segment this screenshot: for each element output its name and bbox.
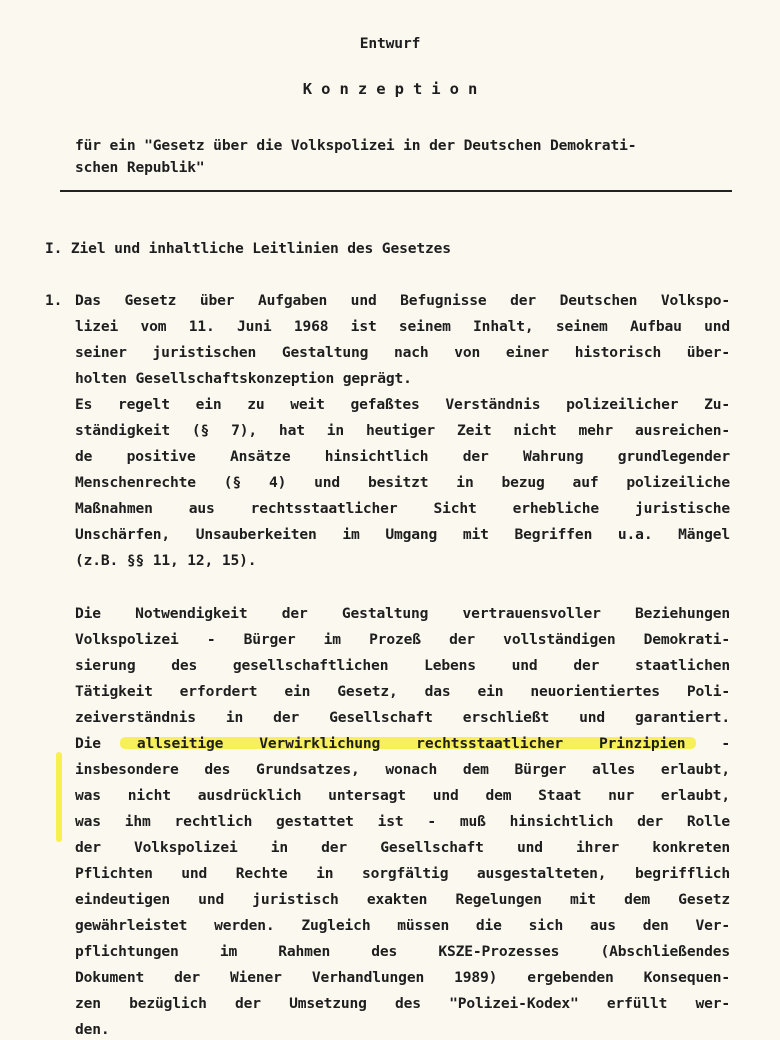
text-line: pflichtungen im Rahmen des KSZE-Prozesses (Abschließendes — [75, 943, 730, 960]
text-line: Es regelt ein zu weit gefaßtes Verständnis polizeilicher Zu- — [75, 396, 730, 413]
margin-highlight-mark — [56, 752, 62, 842]
text-line: Volkspolizei - Bürger im Prozeß der vollständigen Demokrati- — [75, 631, 730, 648]
text-line: den. — [75, 1021, 110, 1038]
text-line: zen bezüglich der Umsetzung des "Polizei-Kodex" erfüllt wer- — [75, 995, 730, 1012]
document-title: K o n z e p t i o n — [302, 80, 478, 98]
text-line: Dokument der Wiener Verhandlungen 1989) ergebenden Konsequen- — [75, 969, 730, 986]
subtitle-line-1: für ein "Gesetz über die Volkspolizei in der Deutschen Demokrati- — [75, 137, 637, 154]
text-line: eindeutigen und juristisch exakten Regelungen mit dem Gesetz — [75, 891, 730, 908]
text-line: gewährleistet werden. Zugleich müssen die sich aus den Ver- — [75, 917, 730, 934]
highlighted-text-line: Die allseitige Verwirklichung rechtsstaatlicher Prinzipien - — [75, 735, 730, 752]
text-line: der Volkspolizei in der Gesellschaft und ihrer konkreten — [75, 839, 730, 856]
text-line: was ihm rechtlich gestattet ist - muß hinsichtlich der Rolle — [75, 813, 730, 830]
text-line: ständigkeit (§ 7), hat in heutiger Zeit nicht mehr ausreichen- — [75, 422, 730, 439]
section-heading: I. Ziel und inhaltliche Leitlinien des Gesetzes — [45, 240, 451, 257]
text-line: Unschärfen, Unsauberkeiten im Umgang mit Begriffen u.a. Mängel — [75, 526, 730, 543]
text-line: seiner juristischen Gestaltung nach von einer historisch über- — [75, 344, 730, 361]
text-line: zeiverständnis in der Gesellschaft erschließt und garantiert. — [75, 709, 730, 726]
item-number: 1. — [45, 292, 63, 309]
text-line: (z.B. §§ 11, 12, 15). — [75, 552, 257, 569]
title-divider — [60, 190, 732, 192]
text-line: insbesondere des Grundsatzes, wonach dem Bürger alles erlaubt, — [75, 761, 730, 778]
text-line: Die Notwendigkeit der Gestaltung vertrauensvoller Beziehungen — [75, 605, 730, 622]
text-line: Maßnahmen aus rechtsstaatlicher Sicht erhebliche juristische — [75, 500, 730, 517]
text-line: was nicht ausdrücklich untersagt und dem Staat nur erlaubt, — [75, 787, 730, 804]
text-line: sierung des gesellschaftlichen Lebens und der staatlichen — [75, 657, 730, 674]
text-line: holten Gesellschaftskonzeption geprägt. — [75, 370, 412, 387]
text-line: Menschenrechte (§ 4) und besitzt in bezug auf polizeiliche — [75, 474, 730, 491]
text-line: Tätigkeit erfordert ein Gesetz, das ein neuorientiertes Poli- — [75, 683, 730, 700]
text-line: Pflichten und Rechte in sorgfältig ausgestalteten, begrifflich — [75, 865, 730, 882]
subtitle-line-2: schen Republik" — [75, 159, 205, 176]
text-line: lizei vom 11. Juni 1968 ist seinem Inhalt, seinem Aufbau und — [75, 318, 730, 335]
draft-label: Entwurf — [359, 35, 421, 52]
text-line: Das Gesetz über Aufgaben und Befugnisse der Deutschen Volkspo- — [75, 292, 730, 309]
text-line: de positive Ansätze hinsichtlich der Wahrung grundlegender — [75, 448, 730, 465]
